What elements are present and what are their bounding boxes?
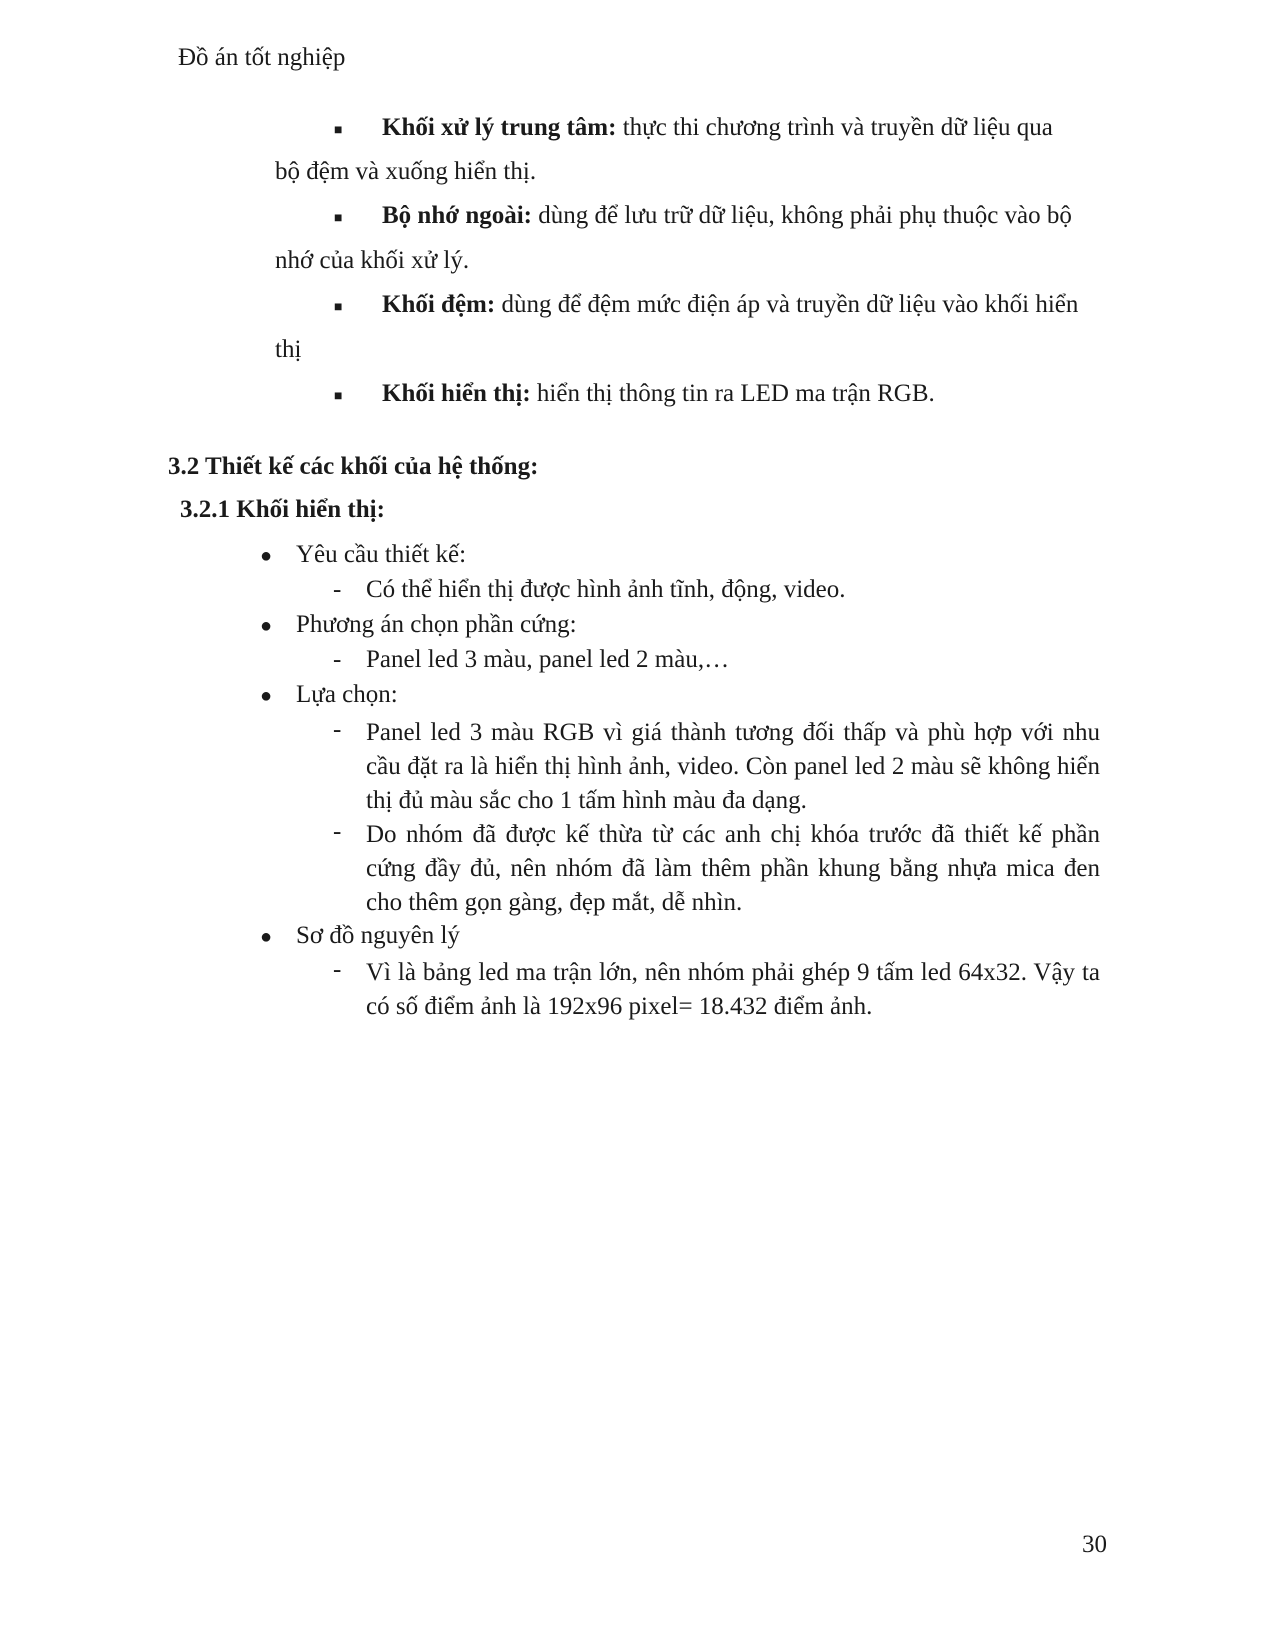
square-bullet-icon: ■ <box>334 123 343 138</box>
term: Khối hiển thị: <box>382 380 531 407</box>
list-item-choice: Lựa chọn: <box>296 681 398 708</box>
block-desc-memory <box>382 202 1072 230</box>
round-bullet-icon: ● <box>260 926 273 948</box>
page-header: Đồ án tốt nghiệp <box>178 44 346 71</box>
page-number: 30 <box>1082 1531 1107 1558</box>
square-bullet-icon: ■ <box>334 211 343 226</box>
dash-bullet: - <box>333 576 342 603</box>
sub-item: Có thể hiển thị được hình ảnh tĩnh, động, video. <box>366 576 846 603</box>
desc: hiển thị thông tin ra LED ma trận RGB. <box>530 380 935 407</box>
sub-item: Vì là bảng led ma trận lớn, nên nhóm phải ghép 9 tấm led 64x32. Vậy ta có số điểm ảnh là 192x96 pixel= 18.432 điểm ảnh. <box>366 959 1100 1020</box>
round-bullet-icon: ● <box>260 545 273 567</box>
term: Bộ nhớ ngoài: <box>382 202 532 229</box>
dash-bullet: - <box>333 956 342 983</box>
block-desc-memory-cont: nhớ của khối xử lý. <box>275 247 470 274</box>
sub-item: Panel led 3 màu RGB vì giá thành tương đối thấp và phù hợp với nhu cầu đặt ra là hiển thị hình ảnh, video. Còn panel led 2 màu sẽ không hiển thị đủ màu sắc cho 1 tấm hình màu đa dạng. <box>366 719 1100 814</box>
block-desc-cpu <box>382 114 1053 142</box>
list-item-requirements: Yêu cầu thiết kế: <box>296 541 467 568</box>
term: Khối đệm: <box>382 291 496 318</box>
desc: dùng để đệm mức điện áp và truyền dữ liệu vào khối hiển <box>495 291 1079 318</box>
sub-item: Do nhóm đã được kế thừa từ các anh chị khóa trước đã thiết kế phần cứng đầy đủ, nên nhóm đã làm thêm phần khung bằng nhựa mica đen cho thêm gọn gàng, đẹp mắt, dễ nhìn. <box>366 821 1100 916</box>
block-desc-display <box>382 380 935 408</box>
desc: dùng để lưu trữ dữ liệu, không phải phụ thuộc vào bộ <box>532 202 1072 229</box>
section-heading: 3.2 Thiết kế các khối của hệ thống: <box>168 453 539 480</box>
dash-bullet: - <box>333 818 342 845</box>
dash-bullet: - <box>333 716 342 743</box>
square-bullet-icon: ■ <box>334 300 343 315</box>
list-item-hardware-options: Phương án chọn phần cứng: <box>296 611 577 638</box>
list-item-schematic: Sơ đồ nguyên lý <box>296 922 460 949</box>
dash-bullet: - <box>333 646 342 673</box>
term: Khối xử lý trung tâm: <box>382 114 617 141</box>
round-bullet-icon: ● <box>260 615 273 637</box>
block-desc-cpu-cont: bộ đệm và xuống hiển thị. <box>275 158 537 185</box>
square-bullet-icon: ■ <box>334 389 343 404</box>
block-desc-buffer-cont: thị <box>275 336 302 363</box>
block-desc-buffer <box>382 291 1078 319</box>
round-bullet-icon: ● <box>260 685 273 707</box>
sub-item: Panel led 3 màu, panel led 2 màu,… <box>366 646 730 673</box>
desc: thực thi chương trình và truyền dữ liệu qua <box>616 114 1053 141</box>
subsection-heading: 3.2.1 Khối hiển thị: <box>180 496 385 523</box>
